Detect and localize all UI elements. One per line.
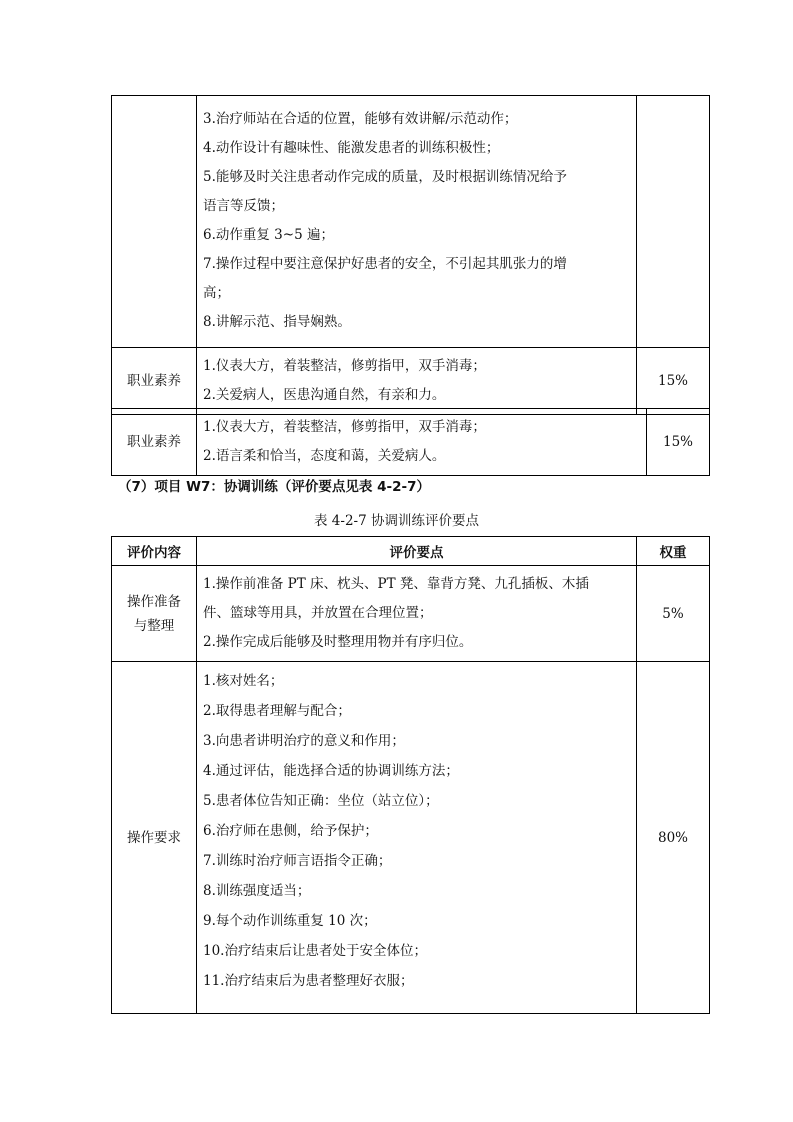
criteria-cell: [197, 566, 637, 662]
table-caption: 表 4-2-7 协调训练评价要点: [314, 513, 479, 529]
criteria-item: 件、篮球等用具，并放置在合理位置；: [203, 605, 433, 621]
column-header: 评价内容: [112, 537, 197, 566]
criteria-item: 1.核对姓名；: [203, 673, 284, 689]
criteria-item: 11.治疗结束后为患者整理好衣服；: [203, 973, 414, 989]
criteria-item: 1.操作前准备 PT 床、枕头、PT 凳、靠背方凳、九孔插板、木插: [203, 576, 589, 592]
column-header: 权重: [637, 537, 710, 566]
section-heading: （7）项目 W7：协调训练（评价要点见表 4-2-7）: [118, 479, 430, 495]
criteria-cell: [197, 96, 637, 348]
criteria-cell: [197, 348, 637, 415]
criteria-item: 10.治疗结束后让患者处于安全体位；: [203, 943, 427, 959]
weight-cell: 15%: [647, 409, 710, 476]
criteria-item: 8.讲解示范、指导娴熟。: [203, 313, 351, 330]
weight-cell: 15%: [637, 348, 710, 415]
evaluation-table: [111, 536, 710, 1014]
table-row: [112, 409, 710, 476]
weight-cell: 5%: [637, 566, 710, 662]
label-cell: 操作准备 与整理: [112, 566, 197, 662]
criteria-item: 4.动作设计有趣味性、能激发患者的训练积极性；: [203, 139, 500, 156]
label-cell: 职业素养: [112, 409, 197, 476]
criteria-item: 9.每个动作训练重复 10 次；: [203, 913, 377, 929]
criteria-cell: [197, 409, 647, 476]
criteria-item: 2.关爱病人，医患沟通自然，有亲和力。: [203, 387, 446, 403]
criteria-item: 1.仪表大方，着装整洁，修剪指甲，双手消毒；: [203, 419, 486, 435]
continuation-table: [111, 95, 710, 415]
weight-cell: 80%: [637, 662, 710, 1014]
criteria-item: 6.动作重复 3~5 遍；: [203, 226, 334, 243]
criteria-item: 2.取得患者理解与配合；: [203, 703, 351, 719]
table-row: [112, 96, 710, 348]
weight-cell: [637, 96, 710, 348]
table-row: [112, 566, 710, 662]
criteria-cell: [197, 662, 637, 1014]
label-cell: [112, 96, 197, 348]
table-header-row: [112, 537, 710, 566]
criteria-item: 语言等反馈；: [203, 197, 284, 214]
criteria-item: 5.能够及时关注患者动作完成的质量，及时根据训练情况给予: [203, 168, 567, 185]
label-cell: 操作要求: [112, 662, 197, 1014]
criteria-item: 3.向患者讲明治疗的意义和作用；: [203, 733, 405, 749]
label-cell: 职业素养: [112, 348, 197, 415]
criteria-item: 4.通过评估，能选择合适的协调训练方法；: [203, 763, 459, 779]
continuation-table-row-2: [111, 408, 710, 476]
criteria-item: 2.语言柔和恰当，态度和蔼，关爱病人。: [203, 448, 446, 464]
criteria-item: 高；: [203, 284, 230, 301]
table-row: [112, 348, 710, 415]
criteria-item: 7.训练时治疗师言语指令正确；: [203, 853, 392, 869]
criteria-item: 6.治疗师在患侧，给予保护；: [203, 823, 378, 839]
table-row: [112, 662, 710, 1014]
criteria-item: 2.操作完成后能够及时整理用物并有序归位。: [203, 634, 473, 650]
criteria-item: 7.操作过程中要注意保护好患者的安全，不引起其肌张力的增: [203, 255, 567, 272]
criteria-item: 5.患者体位告知正确：坐位（站立位）；: [203, 793, 439, 809]
column-header: 评价要点: [197, 537, 637, 566]
criteria-item: 3.治疗师站在合适的位置，能够有效讲解/示范动作；: [203, 110, 518, 127]
criteria-item: 1.仪表大方，着装整洁，修剪指甲，双手消毒；: [203, 358, 486, 374]
criteria-item: 8.训练强度适当；: [203, 883, 311, 899]
